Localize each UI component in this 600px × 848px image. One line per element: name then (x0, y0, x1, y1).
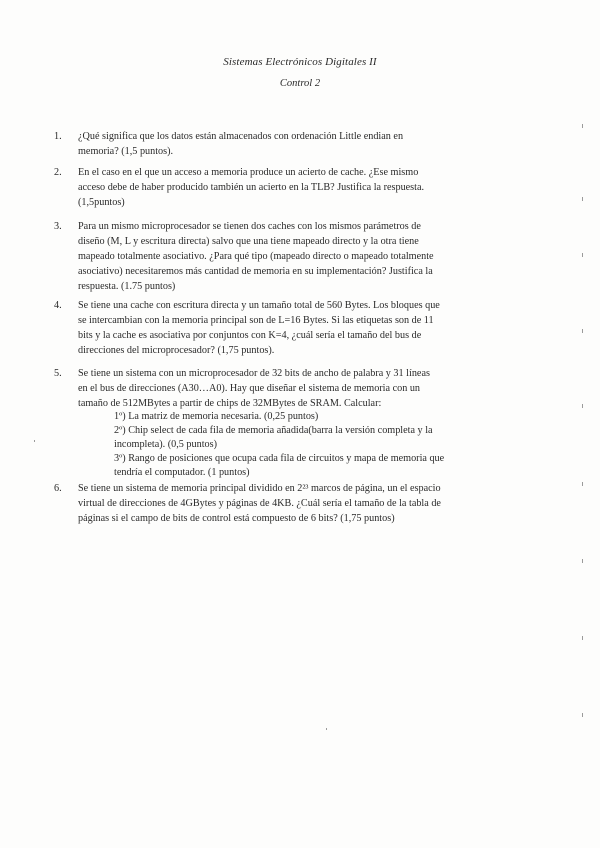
scan-speck (582, 124, 583, 128)
question-text-line: diseño (M, L y escritura directa) salvo que una tiene mapeado directo y la otra tiene (78, 236, 419, 247)
scan-speck (326, 728, 327, 730)
subitem-line: 3º) Rango de posiciones que ocupa cada fila de circuitos y mapa de memoria que (114, 453, 445, 464)
question-text-line: memoria? (1,5 puntos). (78, 146, 174, 157)
document-title: Sistemas Electrónicos Digitales II (223, 56, 377, 68)
subitem-line: tendría el computador. (1 puntos) (114, 467, 250, 478)
subitem-line: 1º) La matriz de memoria necesaria. (0,25 puntos) (114, 411, 319, 422)
question-text-line: mapeado totalmente asociativo. ¿Para qué tipo (mapeado directo o mapeado totalmente (78, 251, 434, 262)
question-6 (54, 481, 504, 526)
question-text-line: en el bus de direcciones (A30…A0). Hay que diseñar el sistema de memoria con un (78, 383, 421, 394)
question-number: 4. (54, 300, 62, 311)
question-5-subitems (114, 410, 514, 480)
question-1 (54, 129, 504, 159)
question-number: 5. (54, 368, 62, 379)
question-text-line: bits y la cache es asociativa por conjuntos con K=4, ¿cuál sería el tamaño del bus de (78, 330, 422, 341)
question-number: 2. (54, 167, 62, 178)
question-text-line: respuesta. (1.75 puntos) (78, 281, 176, 292)
scan-speck (582, 482, 583, 486)
question-text-line: asociativo) necesitaremos más cantidad de memoria en su implementación? Justifica la (78, 266, 433, 277)
question-text-line: se intercambian con la memoria principal son de L=16 Bytes. Si las etiquetas son de 11 (78, 315, 434, 326)
scan-speck (582, 559, 583, 563)
question-text-line: tamaño de 512MBytes a partir de chips de 32MBytes de SRAM. Calcular: (78, 398, 382, 409)
scan-speck (582, 404, 583, 408)
question-text-line: direcciones del microprocesador? (1,75 puntos). (78, 345, 275, 356)
question-4 (54, 298, 504, 358)
scan-speck (582, 197, 583, 201)
document-subtitle: Control 2 (279, 78, 321, 89)
question-text-line: Se tiene un sistema con un microprocesador de 32 bits de ancho de palabra y 31 líneas (78, 368, 430, 379)
question-3 (54, 219, 504, 294)
question-text-line: ¿Qué significa que los datos están almacenados con ordenación Little endian en (78, 131, 404, 142)
question-text-line: En el caso en el que un acceso a memoria produce un acierto de cache. ¿Ese mismo (78, 167, 419, 178)
question-number: 1. (54, 131, 62, 142)
question-2 (54, 165, 504, 210)
scan-speck (582, 713, 583, 717)
subitem-line: incompleta). (0,5 puntos) (114, 439, 217, 450)
question-text-line: páginas si el campo de bits de control está compuesto de 6 bits? (1,75 puntos) (78, 513, 395, 524)
question-text-line: (1,5puntos) (78, 197, 125, 208)
question-5 (54, 366, 504, 411)
scan-speck (582, 253, 583, 257)
question-number: 3. (54, 221, 62, 232)
scan-speck (582, 329, 583, 333)
scan-speck (582, 636, 583, 640)
question-text-line: Se tiene un sistema de memoria principal dividido en 2²³ marcos de página, un el espacio (78, 483, 441, 494)
scan-speck (34, 440, 35, 442)
question-text-line: Para un mismo microprocesador se tienen dos caches con los mismos parámetros de (78, 221, 421, 232)
subitem-line: 2º) Chip select de cada fila de memoria añadida(barra la versión completa y la (114, 425, 433, 436)
question-text-line: Se tiene una cache con escritura directa y un tamaño total de 560 Bytes. Los bloques que (78, 300, 440, 311)
question-text-line: acceso debe de haber producido también un acierto en la TLB? Justifica la respuesta. (78, 182, 425, 193)
question-text-line: virtual de direcciones de 4GBytes y páginas de 4KB. ¿Cuál sería el tamaño de la tabla de (78, 498, 441, 509)
question-number: 6. (54, 483, 62, 494)
